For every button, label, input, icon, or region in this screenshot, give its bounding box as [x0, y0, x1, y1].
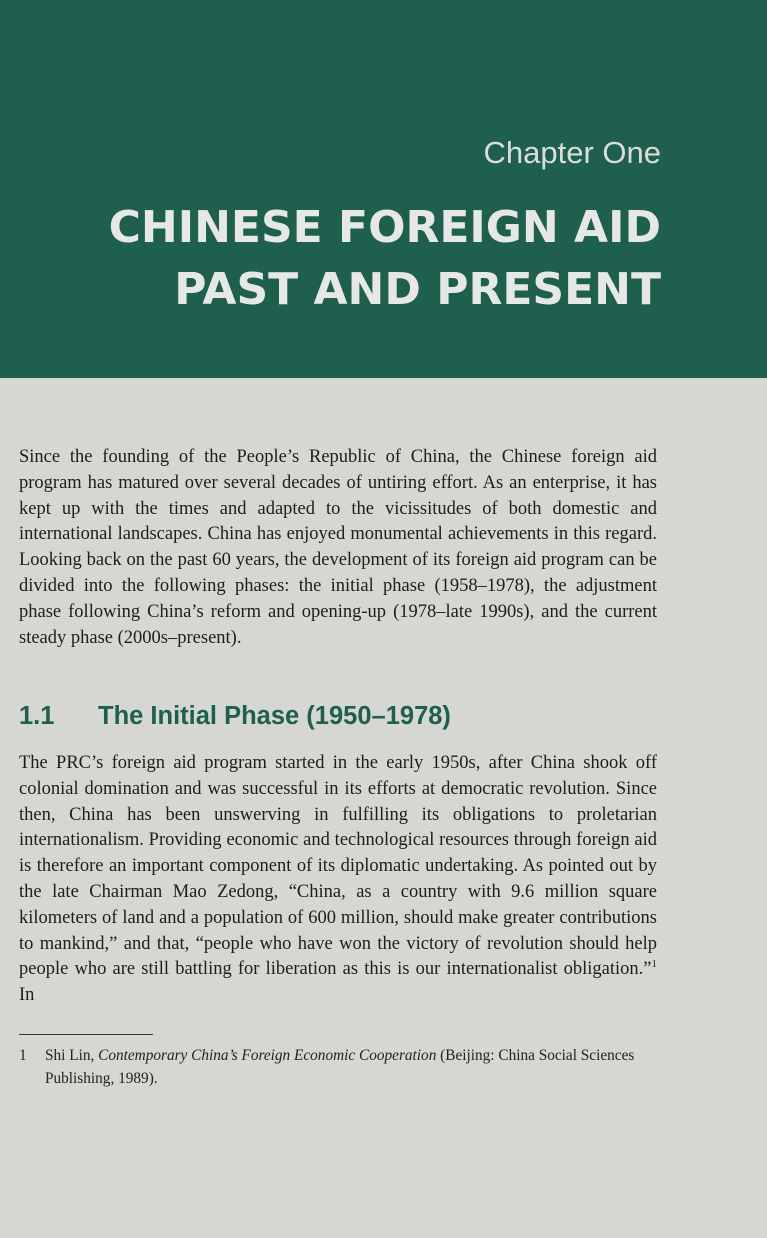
footnote	[19, 1044, 657, 1090]
chapter-title-line-2: PAST AND PRESENT	[174, 264, 661, 315]
section-title: The Initial Phase (1950–1978)	[98, 702, 451, 730]
footnote-divider	[19, 1034, 153, 1035]
chapter-label: Chapter One	[483, 135, 661, 170]
footnote-text	[45, 1044, 657, 1090]
footnote-author: Shi Lin,	[45, 1047, 99, 1064]
section-paragraph-text: The PRC’s foreign aid program started in the early 1950s, after China shook off colonial domination and was successful in its efforts at democratic revolution. Since then, China has been unswerving in fulfilling its obligations to proletarian internationalism. Providing economic and technological resources through foreign aid is therefore an important component of its diplomatic undertaking. As pointed out by the late Chairman Mao Zedong, “China, as a country with 9.6 million square kilometers of land and a population of 600 million, should make greater contributions to mankind,” and that, “people who have won the victory of revolution should help people who are still battling for liberation as this is our internationalist obligation.”	[19, 753, 657, 980]
section-heading	[19, 702, 451, 731]
section-number: 1.1	[19, 702, 55, 730]
chapter-header-banner	[0, 0, 767, 378]
intro-paragraph: Since the founding of the People’s Republic of China, the Chinese foreign aid program has matured over several decades of untiring effort. As an enterprise, it has kept up with the times and adapted to the vicissitudes of both domestic and international landscapes. China has enjoyed monumental achievements in this regard. Looking back on the past 60 years, the development of its foreign aid program can be divided into the following phases: the initial phase (1958–1978), the adjustment phase following China’s reform and opening-up (1978–late 1990s), and the current steady phase (2000s–present).	[19, 447, 657, 648]
footnote-reference[interactable]: 1	[651, 958, 657, 971]
chapter-title	[21, 197, 661, 321]
chapter-title-line-1: CHINESE FOREIGN AID	[108, 202, 661, 253]
section-paragraph	[19, 751, 657, 1009]
footnote-number: 1	[19, 1047, 27, 1064]
section-paragraph-continuation: In	[19, 985, 35, 1006]
footnote-publication: (Beijing: China Social Sciences Publishing, 1989).	[45, 1047, 635, 1087]
footnote-book-title: Contemporary China’s Foreign Economic Cooperation	[98, 1047, 437, 1064]
